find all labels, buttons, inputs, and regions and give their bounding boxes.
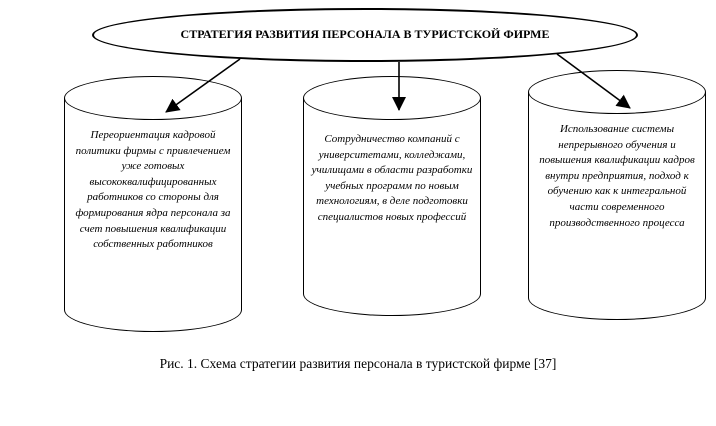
cylinder-top-ellipse (303, 76, 481, 120)
diagram-title: СТРАТЕГИЯ РАЗВИТИЯ ПЕРСОНАЛА В ТУРИСТСКОЙ ФИРМЕ (180, 27, 550, 42)
cylinder-node-reorientation (64, 76, 242, 332)
title-ellipse-node (92, 8, 638, 62)
cylinder-node-cooperation (303, 76, 481, 316)
cylinder-text: Использование системы непрерывного обучения и повышения квалификации кадров внутри предприятия, подход к обучению как к интегральной части современного производственного процесса (539, 123, 695, 229)
cylinder-top-ellipse (64, 76, 242, 120)
cylinder-node-continuous-training (528, 70, 706, 320)
cylinder-text: Сотрудничество компаний с университетами, колледжами, училищами в области разработки учебных программ по новым технологиям, в деле подготовки специалистов новых профессий (311, 133, 473, 224)
cylinder-text: Переориентация кадровой политики фирмы с привлечением уже готовых высококвалифицированных работников со стороны для формирования ядра персонала за счет повышения квалификации собственных работников (75, 129, 231, 251)
cylinder-top-ellipse (528, 70, 706, 114)
figure-caption: Рис. 1. Схема стратегии развития персонала в туристской фирме [37] (159, 356, 557, 371)
